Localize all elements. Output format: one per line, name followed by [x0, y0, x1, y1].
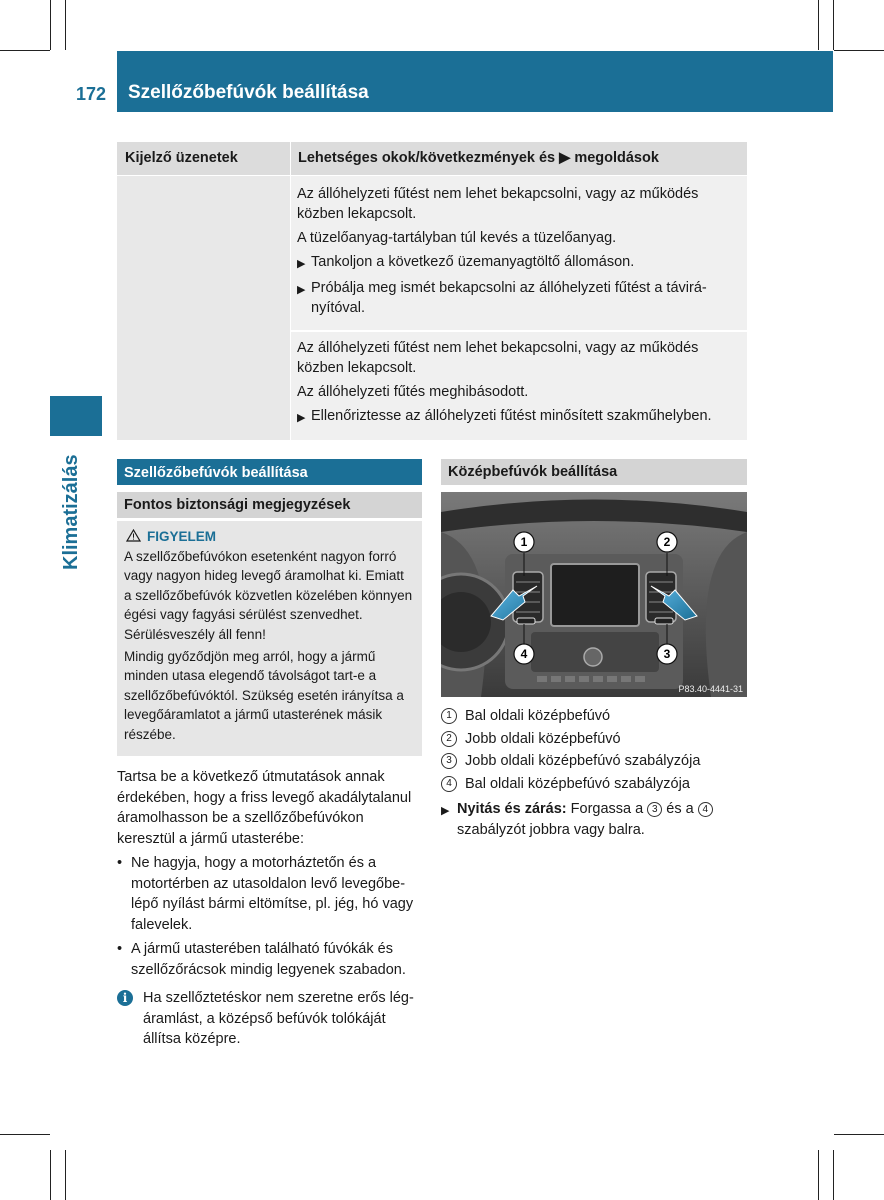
bullet-dot: •	[117, 855, 123, 871]
legend-number: 4	[441, 776, 457, 792]
bullet-item	[297, 278, 737, 318]
subsection-title-safety: Fontos biztonsági megjegyzések	[117, 492, 422, 518]
left-body	[117, 767, 425, 1050]
action-part: és a	[666, 801, 694, 817]
triangle-icon: ▶	[441, 805, 450, 817]
crop-mark	[0, 1134, 50, 1135]
action-number: 3	[647, 802, 662, 817]
action-number: 4	[698, 802, 713, 817]
list-item-text: A jármű utasterében található fúvókák és szellőzőrácsok mindig legyenek szabadon.	[131, 941, 406, 978]
bullet-text: Ellenőriztesse az állóhelyzeti fűtést minősített szakműhelyben.	[311, 408, 712, 424]
warning-title-text: FIGYELEM	[147, 529, 217, 544]
crop-mark	[50, 1150, 51, 1200]
legend-text: Jobb oldali középbefúvó	[465, 730, 621, 747]
crop-mark	[50, 0, 51, 50]
triangle-icon: ▶	[297, 412, 306, 424]
bullet-text: Próbálja meg ismét bekapcsolni az állóhelyzeti fűtést a távirányítóval.	[311, 280, 707, 316]
action-label: Nyitás és zárás:	[457, 801, 567, 817]
crop-mark	[833, 0, 834, 50]
row-text: Az állóhelyzeti fűtést nem lehet bekapcsolni, vagy az működés közben lekapcsolt.	[297, 340, 699, 376]
marker-3: 3	[663, 647, 671, 661]
table-row	[117, 176, 747, 330]
row-text: Az állóhelyzeti fűtést nem lehet bekapcsolni, vagy az működés közben lekapcsolt.	[297, 186, 699, 222]
info-icon: i	[117, 990, 133, 1006]
warning-box	[117, 521, 422, 756]
warning-triangle-icon	[126, 529, 141, 542]
legend-number: 3	[441, 753, 457, 769]
crop-mark	[834, 1134, 884, 1135]
table-col-messages: Kijelző üzenetek	[125, 150, 238, 166]
action-part: Forgassa a	[570, 801, 644, 817]
dashboard-illustration	[441, 492, 747, 697]
crop-mark	[833, 1150, 834, 1200]
triangle-icon: ▶	[297, 284, 306, 296]
legend-text: Bal oldali középbefúvó	[465, 708, 611, 724]
legend-item	[441, 728, 700, 751]
legend-list	[441, 705, 700, 795]
table-header	[117, 142, 747, 176]
legend-item	[441, 773, 700, 796]
crop-mark	[65, 1150, 66, 1200]
table-row	[291, 330, 747, 440]
marker-4: 4	[520, 647, 528, 661]
warning-title	[124, 527, 415, 547]
legend-number: 2	[441, 731, 457, 747]
page-title: Szellőzőbefúvók beállítása	[128, 82, 369, 103]
list-item-text: Ne hagyja, hogy a motorháztetőn és a motortérben az utasoldalon levő levegőbelépő nyílást bármi eltömítse, pl. jég, hó vagy falevelek.	[131, 855, 414, 933]
crop-mark	[65, 0, 66, 50]
crop-mark	[0, 50, 50, 51]
page-number: 172	[76, 84, 107, 104]
section-title-center-vents: Középbefúvók beállítása	[441, 459, 747, 485]
message-table	[117, 142, 747, 440]
dashboard-photo	[441, 492, 747, 697]
warning-text: Mindig győződjön meg arról, hogy a jármű minden utasa elegendő távolságot tart-e a szellőzőbefúvóktól. Szükség esetén irányítsa a levegőáramlatot a jármű utasterének másik részébe.	[124, 648, 404, 742]
marker-2: 2	[663, 535, 671, 549]
table-col-causes: Lehetséges okok/következmények és ▶ megoldások	[290, 142, 747, 175]
bullet-text: Tankoljon a következő üzemanyagtöltő állomáson.	[311, 254, 635, 270]
table-body	[117, 176, 747, 440]
crop-mark	[818, 0, 819, 50]
section-title-vents: Szellőzőbefúvók beállítása	[117, 459, 422, 485]
legend-item	[441, 705, 700, 728]
intro-text: Tartsa be a következő útmutatások annak érdekében, hogy a friss levegő akadálytalanul áramolhasson be a szellőzőbefúvókon keresztül a jármű utasterébe:	[117, 769, 412, 847]
info-text: Ha szellőztetéskor nem szeretne erős légáramlást, a középső befúvók tolókáját állítsa középre.	[143, 990, 414, 1047]
crop-mark	[818, 1150, 819, 1200]
bullet-item	[297, 406, 737, 428]
list-item	[117, 853, 425, 935]
bullet-item	[297, 252, 737, 274]
bullet-item	[441, 799, 747, 840]
legend-number: 1	[441, 708, 457, 724]
legend-text: Bal oldali középbefúvó szabályzója	[465, 775, 690, 792]
crop-mark	[834, 50, 884, 51]
row-text: Az állóhelyzeti fűtés meghibásodott.	[297, 384, 529, 400]
action-part: szabályzót jobbra vagy balra.	[457, 821, 645, 838]
legend-item	[441, 750, 700, 773]
action-text	[457, 799, 747, 840]
bullet-dot: •	[117, 941, 123, 957]
list-item	[117, 939, 425, 980]
image-code: P83.40-4441-31	[678, 684, 743, 694]
action-instruction	[441, 799, 747, 844]
info-note	[117, 988, 425, 1050]
legend-text: Jobb oldali középbefúvó szabályzója	[465, 753, 701, 769]
triangle-icon: ▶	[297, 258, 306, 270]
marker-1: 1	[520, 535, 528, 549]
warning-text: A szellőzőbefúvókon esetenként nagyon forró vagy nagyon hideg levegő áramolhat ki. Emiatt a szellőzőbefúvók közvetlen közelében könnyen égési vagy fagyási sérülést szenvedhet. Sérülésveszély áll fenn!	[124, 548, 413, 642]
side-tab-label: Klimatizálás	[60, 454, 82, 570]
row-text: A tüzelőanyag-tartályban túl kevés a tüzelőanyag.	[297, 230, 617, 246]
